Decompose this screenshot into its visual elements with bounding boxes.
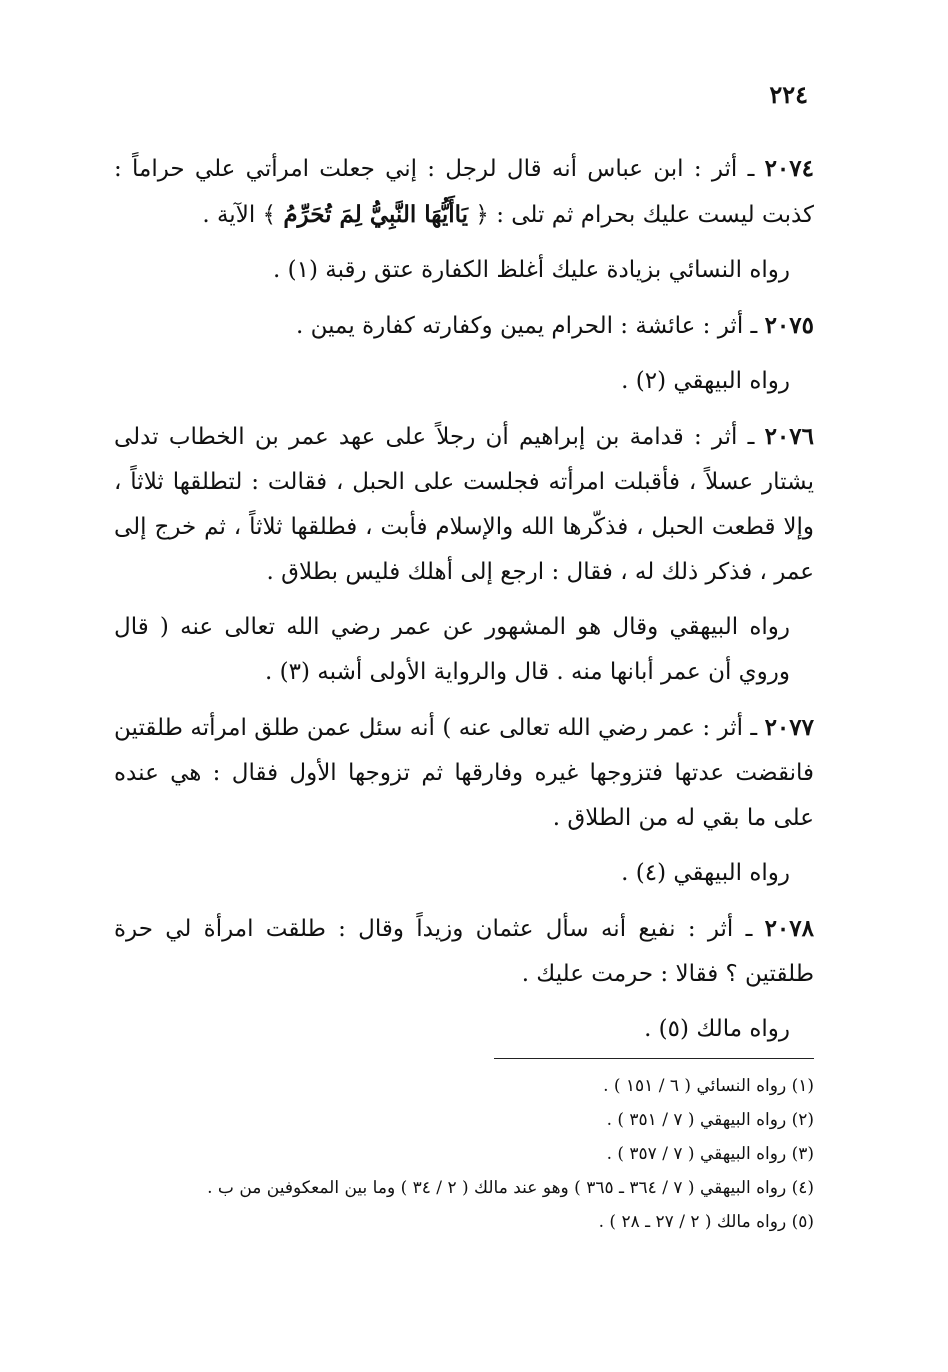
footnote-3: (٣) رواه البيهقي ( ٧ / ٣٥٧ ) .: [606, 1144, 814, 1164]
entry-2076: [114, 414, 814, 595]
entry-text: ـ أثر : قدامة بن إبراهيم أن رجلاً على عهد عمر بن الخطاب تدلى يشتار عسلاً ، فأقبلت امرأته فجلست على الحبل ، فقالت : لتطلقها ثلاثاً ، وإلا قطعت الحبل ، فذكّرها الله والإسلام فأبت ، فطلقها ثلاثاً ، ثم خرج إلى عمر ، فذكر ذلك له ، فقال : ارجع إلى أهلك فليس بطلاق .: [114, 424, 814, 585]
entry-text-end: ﴾ الآية .: [202, 202, 284, 228]
entry-text: ـ أثر : عمر رضي الله تعالى عنه ) أنه سئل عمن طلق امرأته طلقتين فانقضت عدتها فتزوجها غيره وفارقها ثم تزوجها الأول فقال : هي عنده على ما بقي له من الطلاق .: [114, 715, 814, 831]
quran-verse: يَاأَيُّهَا النَّبِيُّ لِمَ تُحَرِّمُ: [283, 201, 469, 228]
entry-2077: [114, 705, 814, 841]
entry-text: ـ أثر : عائشة : الحرام يمين وكفارته كفارة يمين .: [295, 313, 765, 339]
footnote-2: (٢) رواه البيهقي ( ٧ / ٣٥١ ) .: [606, 1110, 814, 1130]
entry-2078: [114, 906, 814, 997]
footnotes: [114, 1069, 814, 1239]
footnote-divider: [494, 1058, 814, 1059]
entry-source: رواه البيهقي (٤) .: [621, 860, 790, 886]
entry-source: رواه البيهقي وقال هو المشهور عن عمر رضي الله تعالى عنه ( قال وروي أن عمر أبانها منه . قال والرواية الأولى أشبه (٣) .: [114, 614, 790, 685]
entry-number: ٢٠٧٨: [764, 915, 814, 942]
entry-source: رواه مالك (٥) .: [644, 1016, 790, 1042]
main-text: [114, 146, 814, 1239]
entry-source: رواه البيهقي (٢) .: [621, 368, 790, 394]
entry-number: ٢٠٧٦: [764, 423, 814, 450]
entry-text: ـ أثر : ابن عباس أنه قال لرجل : إني جعلت امرأتي علي حراماً : كذبت ليست عليك بحرام ثم تلى : ﴿: [114, 156, 814, 228]
footnote-4: (٤) رواه البيهقي ( ٧ / ٣٦٤ ـ ٣٦٥ ) وهو عند مالك ( ٢ / ٣٤ ) وما بين المعكوفين من ب .: [207, 1178, 814, 1198]
entry-2075: [114, 303, 814, 349]
entry-text: ـ أثر : نفيع أنه سأل عثمان وزيداً وقال : طلقت امرأة لي حرة طلقتين ؟ فقالا : حرمت عليك .: [114, 916, 814, 987]
page-number: ٢٢٤: [769, 80, 808, 109]
entry-number: ٢٠٧٧: [764, 714, 814, 741]
entry-source: رواه النسائي بزيادة عليك أغلظ الكفارة عتق رقبة (١) .: [273, 257, 790, 283]
entry-number: ٢٠٧٤: [764, 155, 814, 182]
footnote-1: (١) رواه النسائي ( ٦ / ١٥١ ) .: [603, 1076, 814, 1096]
footnote-5: (٥) رواه مالك ( ٢ / ٢٧ ـ ٢٨ ) .: [598, 1212, 814, 1232]
entry-number: ٢٠٧٥: [764, 312, 814, 339]
entry-2074: [114, 146, 814, 238]
